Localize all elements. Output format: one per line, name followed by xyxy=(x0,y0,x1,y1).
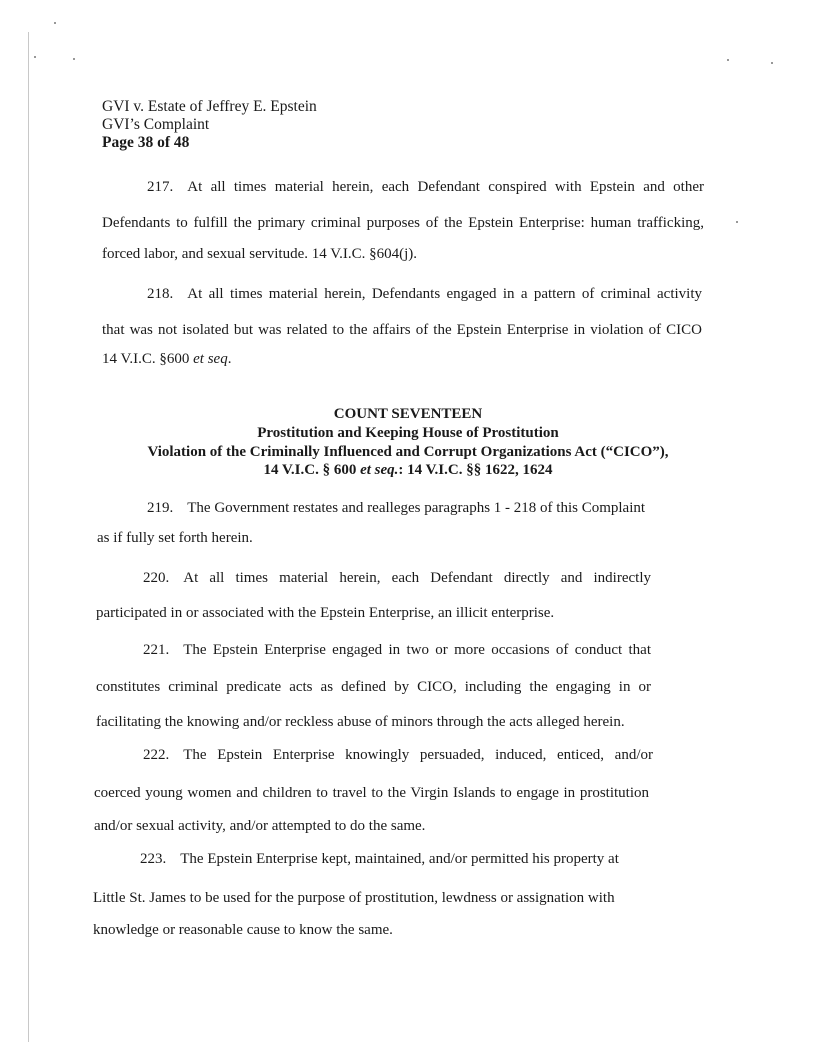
paragraph-222-line1: 222. The Epstein Enterprise knowingly persuaded, induced, enticed, and/or xyxy=(143,747,653,763)
scan-speck xyxy=(736,221,738,223)
count-violation: Violation of the Criminally Influenced and Corrupt Organizations Act (“CICO”), xyxy=(147,444,669,460)
paragraph-219-line2: as if fully set forth herein. xyxy=(97,530,253,546)
scan-speck xyxy=(34,56,36,58)
count-subtitle: Prostitution and Keeping House of Prostitution xyxy=(257,425,559,441)
paragraph-223-line2: Little St. James to be used for the purpose of prostitution, lewdness or assignation with xyxy=(93,890,615,906)
scan-speck xyxy=(54,22,56,24)
paragraph-222-line3: and/or sexual activity, and/or attempted to do the same. xyxy=(94,818,426,834)
count-citation: 14 V.I.C. § 600 et seq.: 14 V.I.C. §§ 1622, 1624 xyxy=(263,462,553,478)
document-title: GVI’s Complaint xyxy=(102,116,210,133)
page-header xyxy=(102,98,317,152)
paragraph-222-line2: coerced young women and children to travel to the Virgin Islands to engage in prostitution xyxy=(94,785,649,801)
paragraph-218-line2: that was not isolated but was related to the affairs of the Epstein Enterprise in violation of CICO xyxy=(102,322,702,338)
paragraph-218-line3: 14 V.I.C. §600 et seq. xyxy=(102,351,232,367)
paragraph-217-line3: forced labor, and sexual servitude. 14 V.I.C. §604(j). xyxy=(102,246,418,262)
paragraph-223-line3: knowledge or reasonable cause to know the same. xyxy=(93,922,393,938)
scan-speck xyxy=(727,59,729,61)
case-caption: GVI v. Estate of Jeffrey E. Epstein xyxy=(102,98,317,115)
paragraph-221-line1: 221. The Epstein Enterprise engaged in two or more occasions of conduct that xyxy=(143,642,651,658)
paragraph-219-line1: 219. The Government restates and realleges paragraphs 1 - 218 of this Complaint xyxy=(147,500,646,516)
scan-margin-line xyxy=(28,32,29,1042)
page-number: Page 38 of 48 xyxy=(102,134,190,151)
paragraph-218-line1: 218. At all times material herein, Defendants engaged in a pattern of criminal activity xyxy=(147,286,702,302)
paragraph-220-line1: 220. At all times material herein, each Defendant directly and indirectly xyxy=(143,570,651,586)
paragraph-217-line2: Defendants to fulfill the primary criminal purposes of the Epstein Enterprise: human trafficking, xyxy=(102,215,704,231)
paragraph-221-line2: constitutes criminal predicate acts as defined by CICO, including the engaging in or xyxy=(96,679,651,695)
paragraph-223-line1: 223. The Epstein Enterprise kept, maintained, and/or permitted his property at xyxy=(140,851,619,867)
scan-speck xyxy=(771,62,773,64)
paragraph-221-line3: facilitating the knowing and/or reckless abuse of minors through the acts alleged herein. xyxy=(96,714,625,730)
scan-speck xyxy=(73,58,75,60)
paragraph-217-line1: 217. At all times material herein, each Defendant conspired with Epstein and other xyxy=(147,179,704,195)
paragraph-220-line2: participated in or associated with the Epstein Enterprise, an illicit enterprise. xyxy=(96,605,555,621)
count-title: COUNT SEVENTEEN xyxy=(333,406,483,422)
